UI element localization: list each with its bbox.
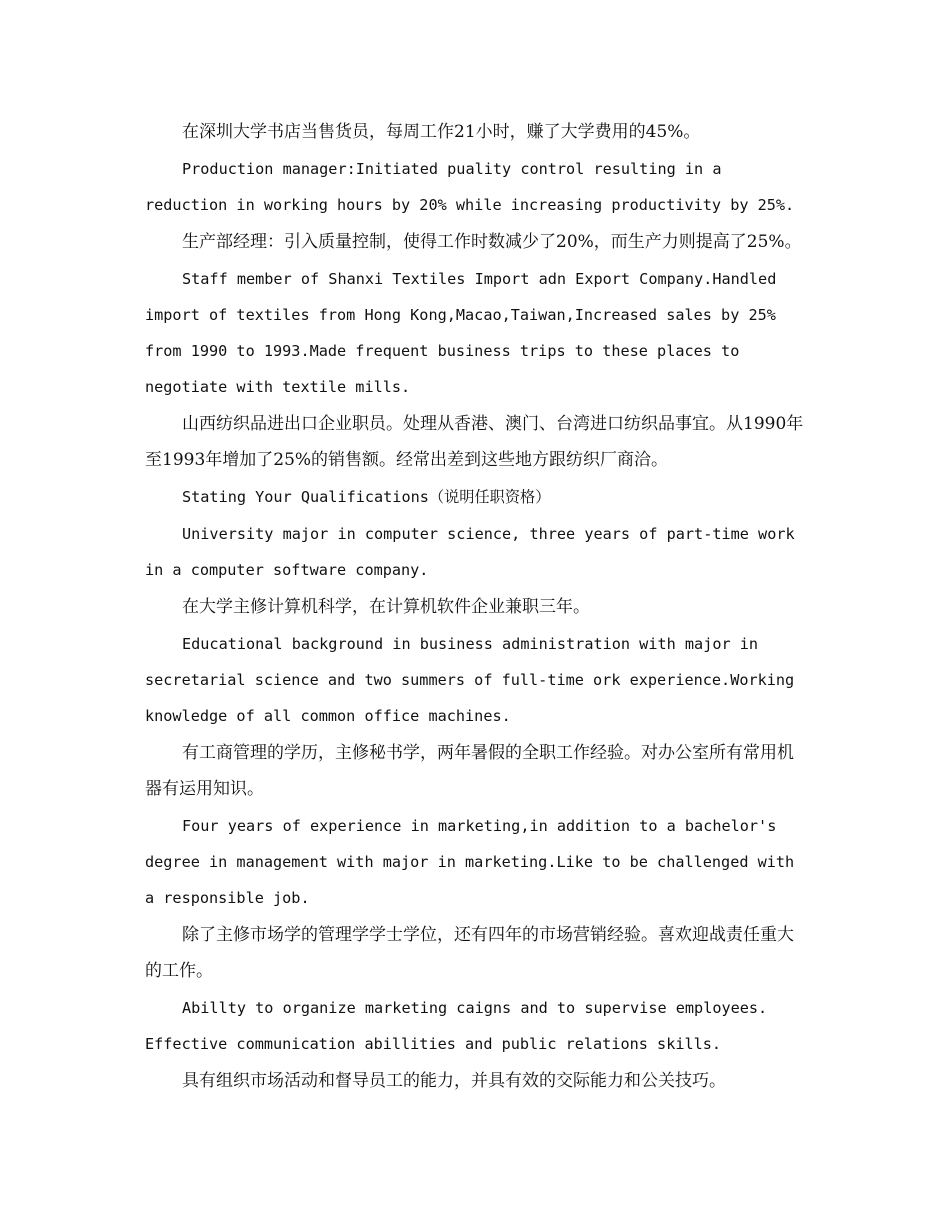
paragraph-bookstore-job-zh: 在深圳大学书店当售货员，每周工作21小时，赚了大学费用的45%。 bbox=[182, 122, 701, 142]
paragraph-organize-ability-zh: 具有组织市场活动和督导员工的能力，并具有效的交际能力和公关技巧。 bbox=[182, 1071, 726, 1091]
paragraph-production-manager-en: Production manager:Initiated puality control resulting in a reduction in working hours by 20% while increasing productivity by 25%. bbox=[145, 160, 795, 214]
paragraph-textiles-staff-zh: 山西纺织品进出口企业职员。处理从香港、澳门、台湾进口纺织品事宜。从1990年至1993年增加了25%的销售额。经常出差到这些地方跟纺织厂商洽。 bbox=[145, 414, 804, 470]
paragraph-business-admin-en: Educational background in business administration with major in secretarial science and two summers of full-time ork experience.Working knowledge of all common office machines. bbox=[145, 635, 795, 725]
paragraph-production-manager-zh: 生产部经理：引入质量控制，使得工作时数减少了20%，而生产力则提高了25%。 bbox=[182, 232, 802, 252]
paragraph-textiles-staff-en: Staff member of Shanxi Textiles Import adn Export Company.Handled import of textiles from Hong Kong,Macao,Taiwan,Increased sales by 25% from 1990 to 1993.Made frequent business trips to these places to negotiate with textile mills. bbox=[145, 270, 777, 396]
document-body bbox=[145, 114, 807, 1100]
paragraph-computer-science-en: University major in computer science, three years of part-time work in a computer software company. bbox=[145, 525, 795, 579]
paragraph-computer-science-zh: 在大学主修计算机科学，在计算机软件企业兼职三年。 bbox=[182, 597, 590, 617]
paragraph-marketing-experience-en: Four years of experience in marketing,in addition to a bachelor's degree in management with major in marketing.Like to be challenged with a responsible job. bbox=[145, 817, 795, 907]
paragraph-marketing-experience-zh: 除了主修市场学的管理学学士学位，还有四年的市场营销经验。喜欢迎战责任重大的工作。 bbox=[145, 925, 794, 981]
paragraph-business-admin-zh: 有工商管理的学历，主修秘书学，两年暑假的全职工作经验。对办公室所有常用机器有运用知识。 bbox=[145, 743, 794, 799]
paragraph-organize-ability-en: Abillty to organize marketing caigns and to supervise employees. Effective communication abillities and public relations skills. bbox=[145, 999, 768, 1053]
section-heading-qualifications: Stating Your Qualifications（说明任职资格） bbox=[182, 488, 551, 506]
